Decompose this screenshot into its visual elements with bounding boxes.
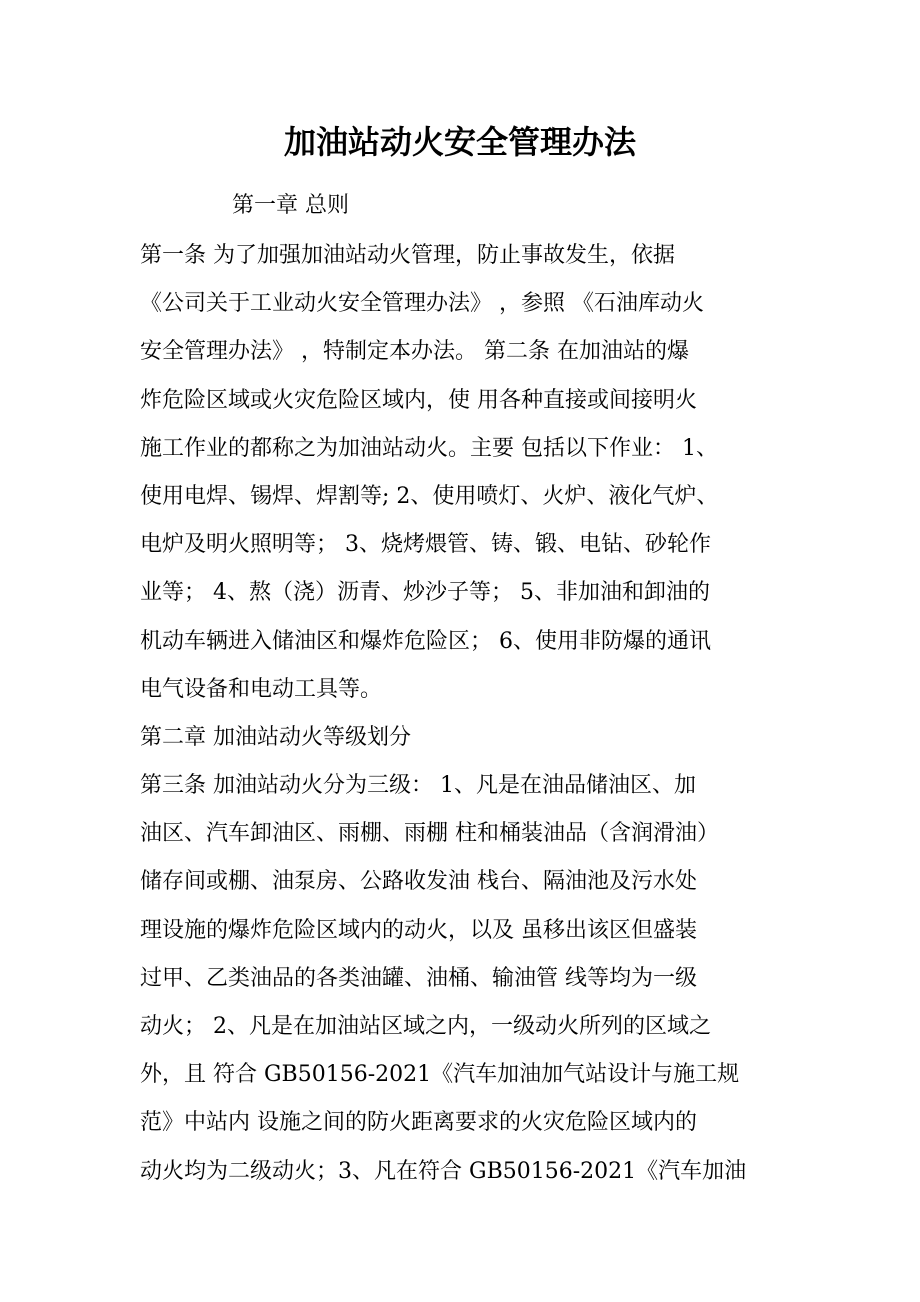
text-line: 动火； 2、凡是在加油站区域之内，一级动火所列的区域之: [140, 1014, 711, 1039]
text-line: 电炉及明火照明等； 3、烧烤煨管、铸、锻、电钻、砂轮作: [140, 532, 711, 558]
text-line: 外，且 符合 GB50156-2021《汽车加油加气站设计与施工规: [140, 1062, 740, 1088]
text-line: 机动车辆进入储油区和爆炸危险区； 6、使用非防爆的通讯: [140, 628, 711, 654]
text-line: 施工作业的都称之为加油站动火。主要 包括以下作业： 1、: [140, 435, 718, 461]
text-line: 过甲、乙类油品的各类油罐、油桶、输油管 线等均为一级: [140, 965, 697, 991]
text-line: 电气设备和电动工具等。: [140, 676, 383, 702]
section-heading: 第二章 加油站动火等级划分: [140, 724, 411, 750]
text-line: 业等； 4、熬（浇）沥青、炒沙子等； 5、非加油和卸油的: [140, 580, 710, 606]
text-line: 《公司关于工业动火安全管理办法》 ，参照 《石油库动火: [140, 291, 704, 317]
text-line: 第一条 为了加强加油站动火管理，防止事故发生，依据: [140, 243, 675, 268]
text-line: 理设施的爆炸危险区域内的动火，以及 虽移出该区但盛装: [140, 917, 697, 943]
text-line: 炸危险区域或火灾危险区域内，使 用各种直接或间接明火: [140, 387, 697, 413]
text-line: 第三条 加油站动火分为三级： 1、凡是在油品储油区、加: [140, 773, 696, 799]
chapter-heading: 第一章 总则: [232, 193, 349, 218]
text-line: 范》中站内 设施之间的防火距离要求的火灾危险区域内的: [140, 1110, 697, 1136]
text-line: 使用电焊、锡焊、焊割等; 2、使用喷灯、火炉、液化气炉、: [140, 483, 719, 509]
text-line: 安全管理办法》 ，特制定本办法。 第二条 在加油站的爆: [140, 339, 689, 365]
document-title: 加油站动火安全管理办法: [283, 123, 636, 161]
text-line: 动火均为二级动火；3、凡在符合 GB50156-2021《汽车加油: [140, 1158, 747, 1184]
body-text: [140, 232, 790, 1196]
text-line: 油区、汽车卸油区、雨棚、雨棚 柱和桶装油品（含润滑油）: [140, 821, 719, 847]
text-line: 储存间或棚、油泵房、公路收发油 栈台、隔油池及污水处: [140, 869, 697, 895]
